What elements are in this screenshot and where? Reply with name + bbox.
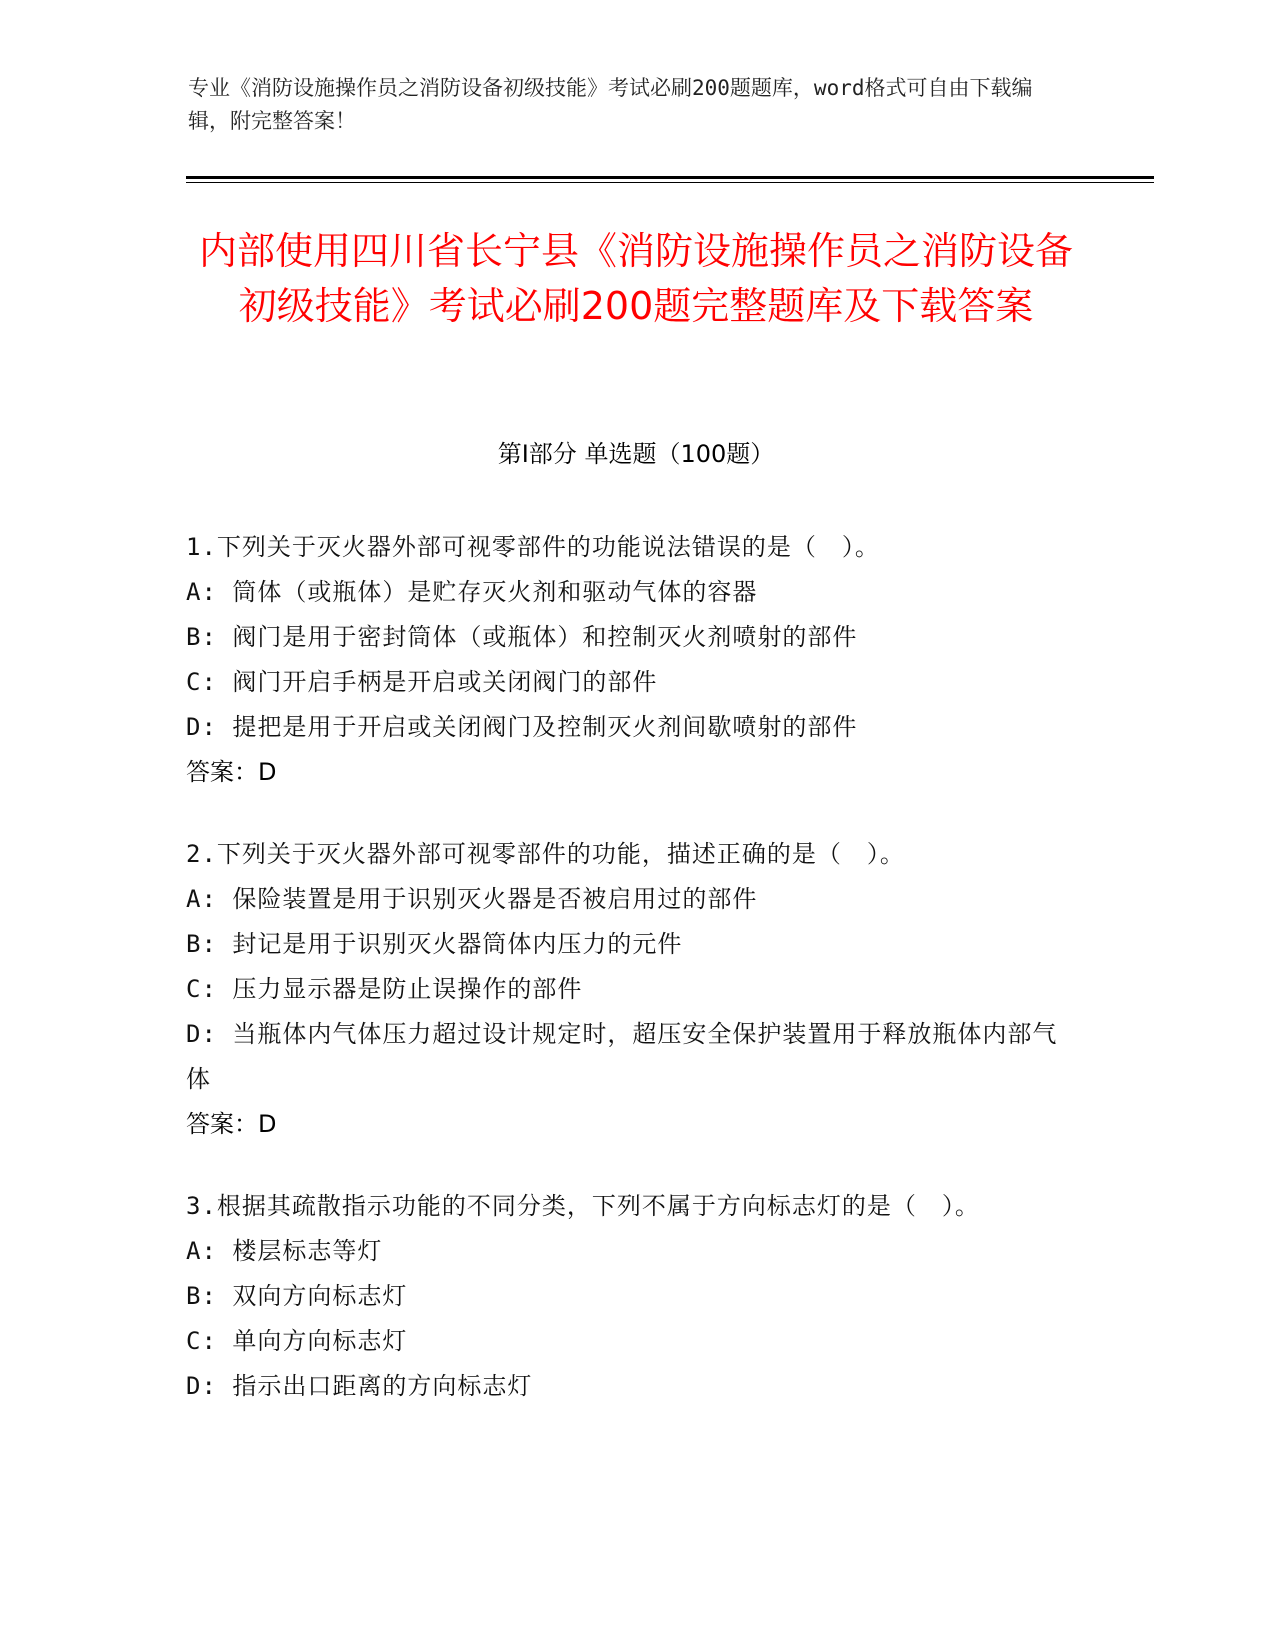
question-item <box>186 832 1076 1147</box>
option-c: C: 单向方向标志灯 <box>186 1327 408 1355</box>
question-item <box>186 525 1076 795</box>
question-stem: 2.下列关于灭火器外部可视零部件的功能，描述正确的是（ ）。 <box>186 840 905 868</box>
answer-line: 答案：D <box>186 1110 277 1138</box>
option-d: D: 提把是用于开启或关闭阀门及控制灭火剂间歇喷射的部件 <box>186 713 858 741</box>
option-b: B: 封记是用于识别灭火器筒体内压力的元件 <box>186 930 683 958</box>
header-note: 专业《消防设施操作员之消防设备初级技能》考试必刷200题题库，word格式可自由下载编辑，附完整答案！ <box>188 76 1033 133</box>
header-divider-thick <box>186 176 1154 179</box>
option-a: A: 筒体（或瓶体）是贮存灭火剂和驱动气体的容器 <box>186 578 758 606</box>
option-c: C: 阀门开启手柄是开启或关闭阀门的部件 <box>186 668 658 696</box>
question-list <box>186 525 1076 1446</box>
option-d: D: 指示出口距离的方向标志灯 <box>186 1372 533 1400</box>
question-stem: 1.下列关于灭火器外部可视零部件的功能说法错误的是（ ）。 <box>186 533 880 561</box>
question-item <box>186 1184 1076 1409</box>
section-title: 第I部分 单选题（100题） <box>497 440 775 468</box>
option-b: B: 阀门是用于密封筒体（或瓶体）和控制灭火剂喷射的部件 <box>186 623 858 651</box>
answer-line: 答案：D <box>186 758 277 786</box>
option-b: B: 双向方向标志灯 <box>186 1282 408 1310</box>
option-a: A: 保险装置是用于识别灭火器是否被启用过的部件 <box>186 885 758 913</box>
question-stem: 3.根据其疏散指示功能的不同分类，下列不属于方向标志灯的是（ ）。 <box>186 1192 980 1220</box>
document-title: 内部使用四川省长宁县《消防设施操作员之消防设备初级技能》考试必刷200题完整题库及下载答案 <box>198 229 1073 328</box>
option-d: D: 当瓶体内气体压力超过设计规定时，超压安全保护装置用于释放瓶体内部气体 <box>186 1020 1058 1093</box>
option-c: C: 压力显示器是防止误操作的部件 <box>186 975 583 1003</box>
header-divider-thin <box>186 182 1154 183</box>
option-a: A: 楼层标志等灯 <box>186 1237 383 1265</box>
